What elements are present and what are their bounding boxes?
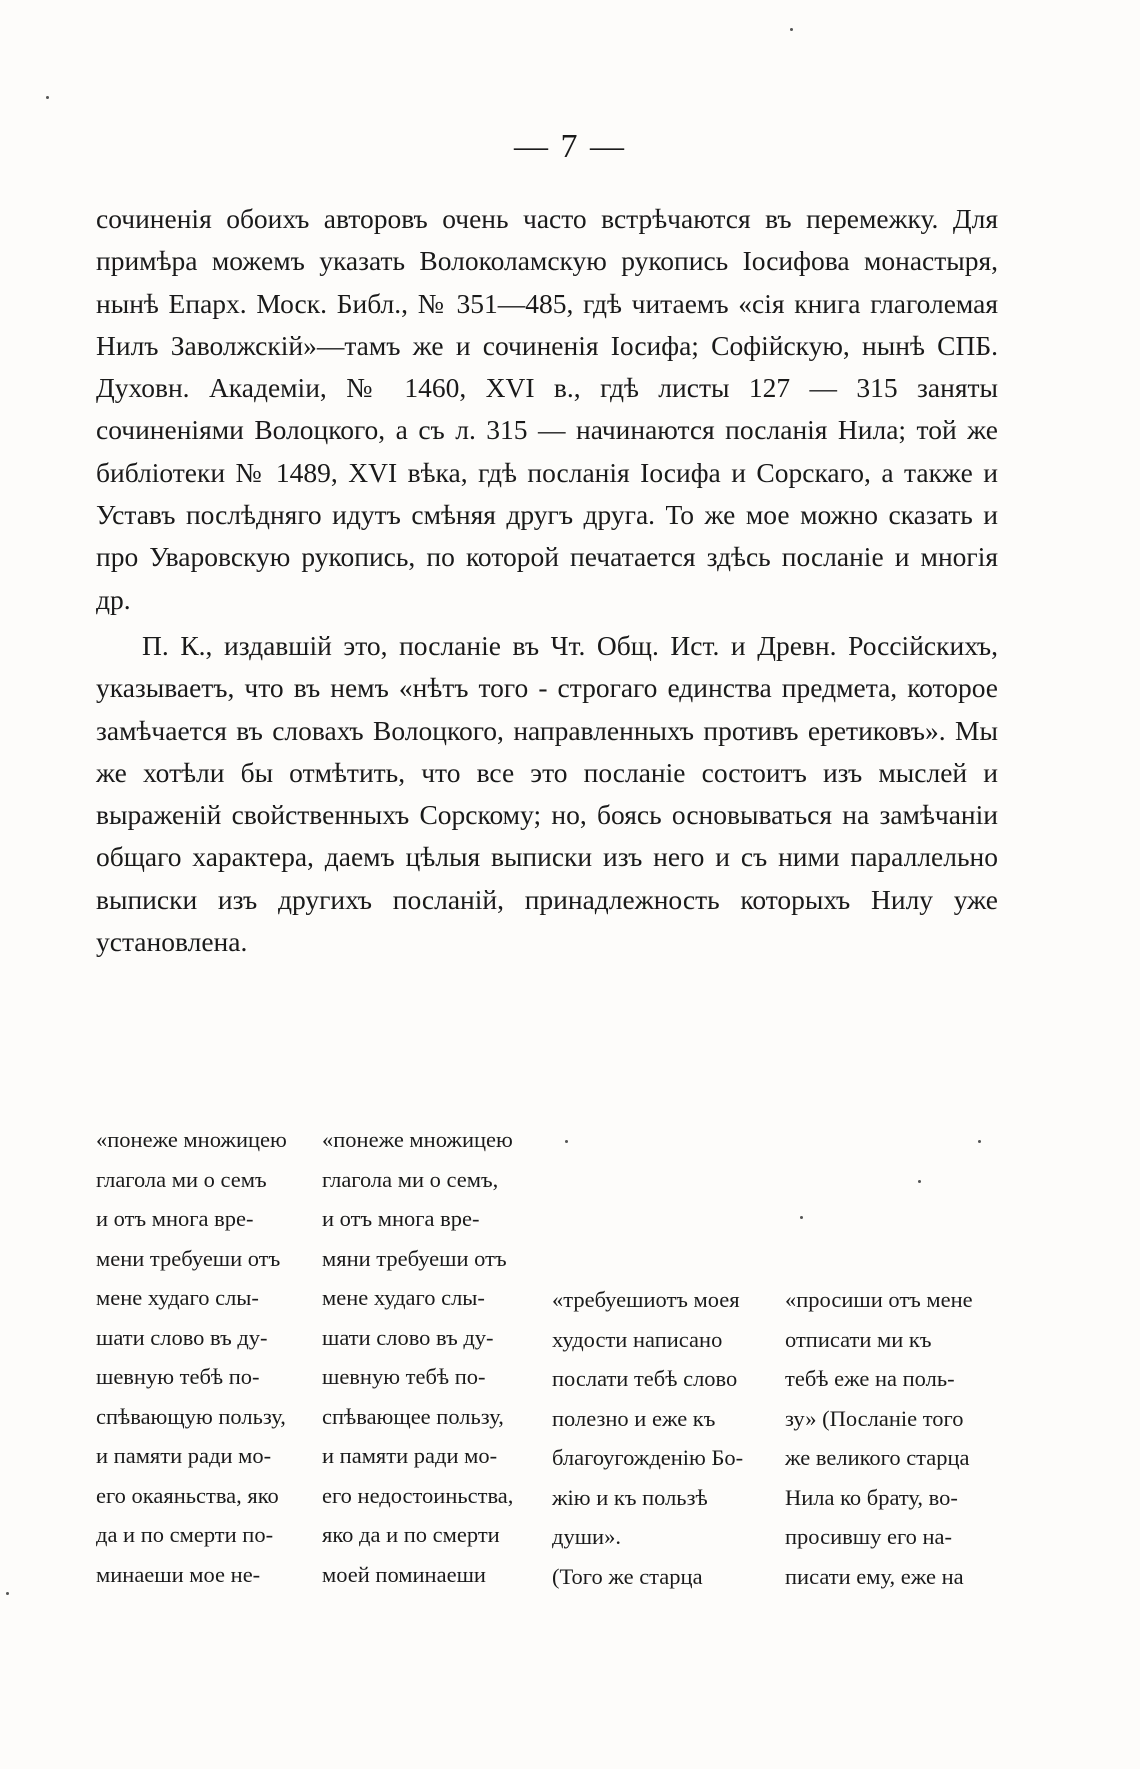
column-line: минаеши мое не- [96,1561,261,1587]
column-line: отписати ми къ [785,1326,932,1352]
print-speck [800,1216,803,1219]
page-number: — 7 — [514,128,626,165]
parallel-column-1 [96,1120,306,1594]
column-line: глагола ми о семъ [96,1166,267,1192]
column-line: да и по смерти по- [96,1522,274,1547]
column-line: моей поминаеши [322,1561,486,1587]
column-line: мене худаго слы- [96,1285,259,1310]
parallel-column-4 [785,1280,1003,1596]
paragraph-1: сочиненія обоихъ авторовъ очень часто встрѣчаются въ перемежку. Для примѣра можемъ указать Волоколамскую рукопись Іосифова монастыря, нынѣ Епарх. Моск. Библ., № 351—485, гдѣ читаемъ «сія книга глаголемая Нилъ Заволжскій»—тамъ же и сочиненія Іосифа; Софійскую, нынѣ СПБ. Духовн. Академіи, № 1460, XVI в., гдѣ листы 127 — 315 заняты сочиненіями Волоцкого, а съ л. 315 — начинаются посланія Нила; той же библіотеки № 1489, XVI вѣка, гдѣ посланія Іосифа и Сорскаго, а также и Уставъ послѣдняго идутъ смѣняя другъ друга. То же мое можно сказать и про Уваровскую рукопись, по которой печатается здѣсь посланіе и многія др. [96,203,998,615]
print-speck [790,28,793,31]
print-speck [918,1180,921,1183]
print-speck [46,96,49,99]
column-line: шевную тебѣ по- [96,1364,260,1389]
paragraph-2: П. К., издавшій это, посланіе въ Чт. Общ. Ист. и Древн. Россійскихъ, указываетъ, что въ немъ «нѣтъ того - строгаго единства предмета, которое замѣчается въ словахъ Волоцкого, направленныхъ противъ еретиковъ». Мы же хотѣли бы отмѣтить, что все это посланіе состоитъ изъ мыслей и выраженій свойственныхъ Сорскому; но, боясь основываться на замѣчаніи общаго характера, даемъ цѣлыя выписки изъ него и съ ними параллельно выписки изъ другихъ посланій, принадлежность которыхъ Нилу уже установлена. [96,629,998,958]
column-line: благоугожденію Бо- [552,1445,744,1470]
column-line: зу» (Посланіе того [785,1405,964,1431]
column-line: и отъ многа вре- [322,1206,480,1231]
print-speck [978,1140,981,1143]
column-line: (Того же старца [552,1563,703,1589]
print-speck [565,1140,568,1143]
column-line: послати тебѣ слово [552,1366,738,1391]
body-text [96,198,998,963]
column-line: и памяти ради мо- [96,1443,272,1468]
column-line: «понеже множицею [322,1127,513,1152]
column-line: мене худаго слы- [322,1285,485,1310]
column-line: души». [552,1524,621,1549]
column-line: «требуешиотъ моея [552,1287,740,1312]
column-line: шати слово въ ду- [96,1324,268,1350]
column-line: тебѣ еже на поль- [785,1366,955,1391]
column-line: спѣвающее пользу, [322,1403,504,1429]
column-line: шевную тебѣ по- [322,1364,486,1389]
column-line: «просиши отъ мене [785,1287,973,1312]
column-line: мени требуеши отъ [96,1245,281,1271]
print-speck [6,1592,9,1595]
column-line: писати ему, еже на [785,1563,964,1589]
column-line: Нила ко брату, во- [785,1484,958,1510]
column-line: худости написано [552,1326,723,1352]
column-line: же великого старца [785,1445,970,1470]
column-line: полезно и еже къ [552,1405,716,1431]
column-line: просившу его на- [785,1524,953,1549]
column-line: его недостоиньства, [322,1482,514,1508]
column-line: и памяти ради мо- [322,1443,498,1468]
column-line: мяни требуеши отъ [322,1245,507,1271]
column-line: «понеже множицею [96,1127,287,1152]
column-line: шати слово въ ду- [322,1324,494,1350]
parallel-column-3 [552,1280,767,1596]
parallel-column-2 [322,1120,532,1594]
column-line: спѣвающую пользу, [96,1403,286,1429]
column-line: глагола ми о семъ, [322,1166,499,1192]
column-line: жію и къ пользѣ [552,1484,708,1510]
column-line: и отъ многа вре- [96,1206,254,1231]
column-line: яко да и по смерти [322,1522,500,1547]
column-line: его окаяньства, яко [96,1482,279,1508]
